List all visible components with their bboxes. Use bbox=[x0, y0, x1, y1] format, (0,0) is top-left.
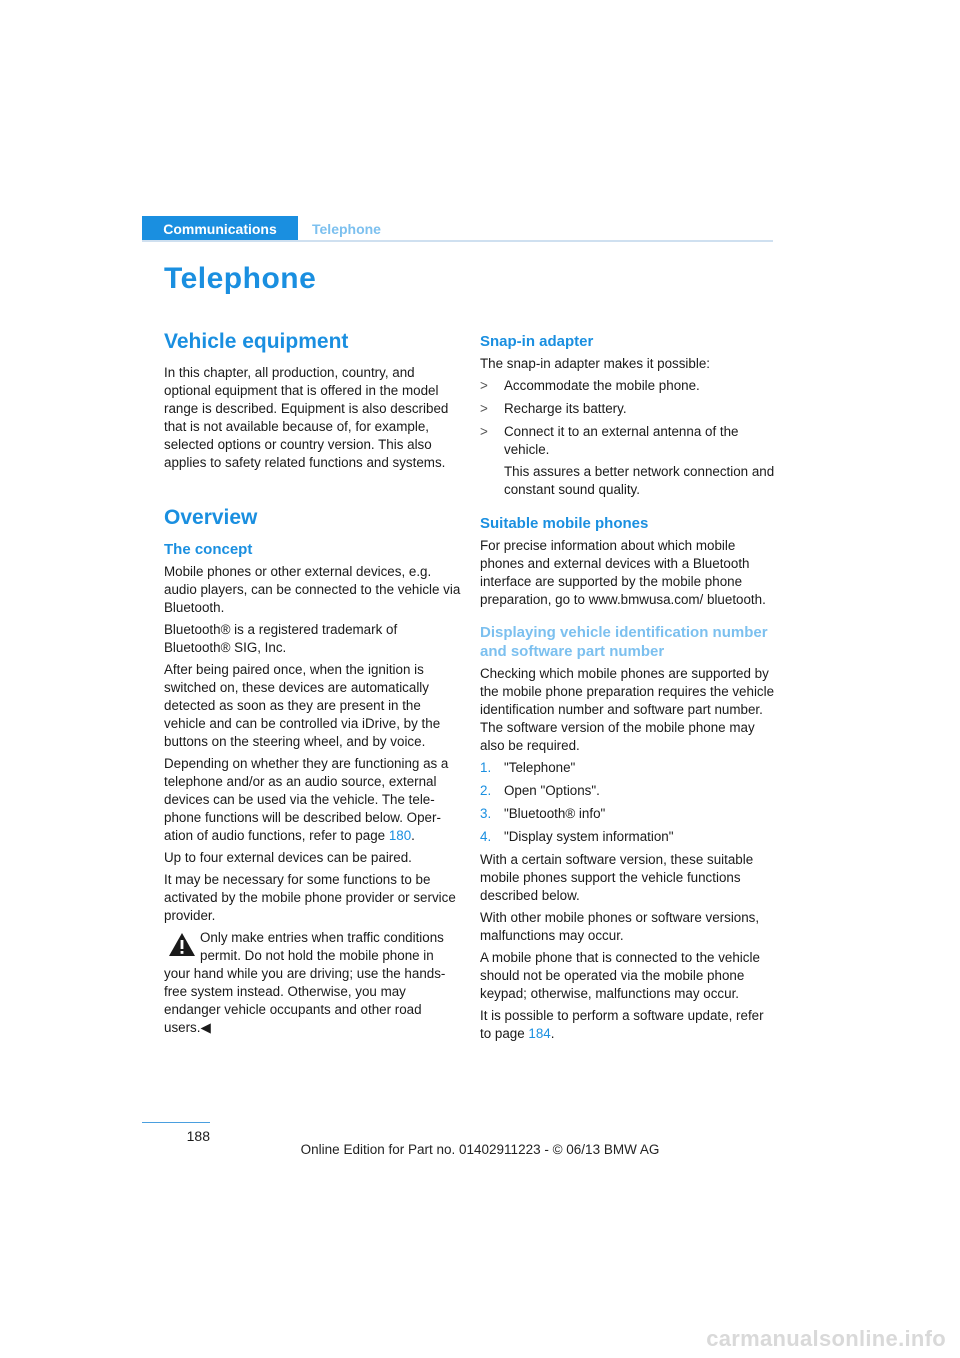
snap-in-list bbox=[480, 377, 776, 499]
left-column bbox=[164, 328, 464, 1041]
snap-in-sub-note: This assures a better network connection and constant sound quality. bbox=[504, 464, 775, 497]
warning-text-rest: your hand while you are driving; use the hands-free system instead. Otherwise, you may endanger vehicle occupants and other road users.◀ bbox=[164, 966, 446, 1035]
section-tab-communications: Communications bbox=[142, 216, 298, 242]
concept-paragraph-5: Up to four external devices can be paired. bbox=[164, 850, 412, 865]
list-item: > Recharge its battery. bbox=[480, 401, 627, 416]
heading-suitable-mobile-phones: Suitable mobile phones bbox=[480, 515, 649, 532]
right-column bbox=[480, 332, 776, 1047]
heading-displaying-vin: Displaying vehicle identification number and software part number bbox=[480, 624, 768, 660]
heading-overview: Overview bbox=[164, 506, 258, 529]
warning-triangle-icon bbox=[168, 932, 196, 957]
displaying-paragraph-4: It is possible to perform a software update, refer to page 184. bbox=[480, 1008, 764, 1041]
list-item: > Accommodate the mobile phone. bbox=[480, 378, 700, 393]
list-item: 2. Open "Options". bbox=[480, 783, 600, 798]
page-link-180[interactable]: 180 bbox=[388, 828, 412, 843]
concept-paragraph-4: Depending on whether they are functioning as a telephone and/or as an audio source, external devices can be used via the vehicle. The tele-phone functions will be described below. Oper-ation of audio functions, refer to page 180. bbox=[164, 756, 449, 843]
page-number-rule bbox=[142, 1122, 210, 1123]
watermark: carmanualsonline.info bbox=[706, 1326, 946, 1351]
list-item: 3. "Bluetooth® info" bbox=[480, 806, 606, 821]
list-item: 4. "Display system information" bbox=[480, 829, 674, 844]
displaying-paragraph-2: With other mobile phones or software versions, malfunctions may occur. bbox=[480, 910, 760, 943]
steps-list bbox=[480, 759, 776, 846]
suitable-phones-text: For precise information about which mobile phones and external devices with a Bluetooth interface are supported by the mobile phone preparation, go to www.bmwusa.com/ bluetooth. bbox=[480, 538, 766, 607]
page-link-184[interactable]: 184 bbox=[528, 1026, 551, 1041]
end-of-note-marker: ◀ bbox=[200, 1020, 211, 1035]
heading-snap-in-adapter: Snap-in adapter bbox=[480, 333, 594, 350]
warning-note bbox=[164, 929, 464, 965]
header-rule bbox=[142, 240, 773, 242]
heading-the-concept: The concept bbox=[164, 541, 253, 558]
concept-paragraph-2: Bluetooth® is a registered trademark of Bluetooth® SIG, Inc. bbox=[164, 622, 398, 655]
concept-paragraph-6: It may be necessary for some functions to be activated by the mobile phone provider or service provider. bbox=[164, 872, 456, 923]
list-item: > Connect it to an external antenna of the vehicle. This assures a better network connection and constant sound quality. bbox=[480, 424, 775, 497]
displaying-paragraph-3: A mobile phone that is connected to the vehicle should not be operated via the mobile phone keypad; otherwise, malfunctions may occur. bbox=[480, 950, 760, 1001]
warning-text-first: Only make entries when traffic conditions permit. Do not hold the mobile phone in bbox=[200, 930, 444, 963]
vehicle-equipment-text: In this chapter, all production, country, and optional equipment that is offered in the model range is described. Equipment is also described that is not available because of, for example, selected options or country version. This also applies to safety related functions and systems. bbox=[164, 365, 449, 470]
snap-in-intro: The snap-in adapter makes it possible: bbox=[480, 356, 710, 371]
header-bar bbox=[142, 216, 773, 242]
displaying-intro: Checking which mobile phones are supported by the mobile phone preparation requires the vehicle identification number and software part number. The software version of the mobile phone may also be required. bbox=[480, 666, 775, 753]
heading-vehicle-equipment: Vehicle equipment bbox=[164, 330, 349, 353]
list-item: 1. "Telephone" bbox=[480, 760, 576, 775]
concept-paragraph-1: Mobile phones or other external devices, e.g. audio players, can be connected to the vehicle via Bluetooth. bbox=[164, 564, 461, 615]
page-number: 188 bbox=[186, 1128, 210, 1144]
page-title: Telephone bbox=[164, 262, 317, 295]
concept-paragraph-3: After being paired once, when the ignition is switched on, these devices are automatically detected as soon as they are present in the vehicle and can be controlled via iDrive, by the buttons on the steering wheel, and by voice. bbox=[164, 662, 441, 749]
displaying-paragraph-1: With a certain software version, these suitable mobile phones support the vehicle functions described below. bbox=[480, 852, 754, 903]
section-tab-telephone: Telephone bbox=[312, 221, 381, 237]
online-edition-footer: Online Edition for Part no. 01402911223 - © 06/13 BMW AG bbox=[300, 1142, 660, 1157]
